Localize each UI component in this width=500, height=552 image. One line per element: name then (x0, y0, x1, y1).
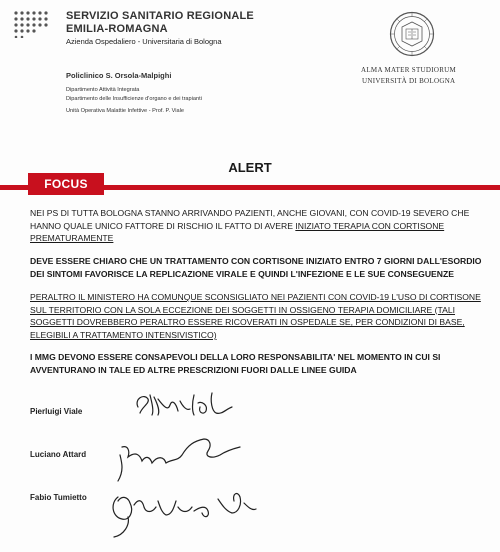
org-name-line3: Azienda Ospedaliero - Universitaria di Bologna (66, 37, 222, 46)
signature-tumietto (104, 477, 274, 542)
document-title: ALERT (228, 160, 272, 175)
org-name-line2: EMILIA-ROMAGNA (66, 23, 168, 35)
paragraph-4-line-2: AVVENTURANO IN TALE ED ALTRE PRESCRIZIONI FUORI DALLE LINEE GUIDA (30, 364, 357, 375)
signatory-name-3: Fabio Tumietto (30, 493, 87, 502)
paragraph-3-line-4: ELEGIBILI A TRATTAMENTO INTENSIVISTICO) (30, 330, 217, 341)
university-name-line2: UNIVERSITÀ DI BOLOGNA (362, 77, 456, 85)
paragraph-1-underlined-text: INIZIATO TERAPIA CON CORTISONE (295, 220, 445, 231)
signature-viale (128, 385, 258, 425)
paragraph-3-line-3: SOGGETTI DOVREBBERO PERALTRO ESSERE RICOVERATI IN OSPEDALE SE, PER CONDIZIONI DI BASE, (30, 317, 465, 328)
paragraph-1 (30, 207, 482, 245)
paragraph-1-line-3: PREMATURAMENTE (30, 233, 114, 244)
paragraph-2 (30, 255, 482, 280)
ssr-logo-icon (13, 10, 49, 38)
university-seal-icon (389, 11, 435, 57)
paragraph-2-line-2: DEI SINTOMI FAVORISCE LA REPLICAZIONE VIRALE E QUINDI L'INFEZIONE E LE SUE CONSEGUENZE (30, 268, 454, 279)
paragraph-2-line-1: DEVE ESSERE CHIARO CHE UN TRATTAMENTO CON CORTISONE INIZIATO ENTRO 7 GIORNI DALL'ESORDIO (30, 256, 482, 266)
department-line1: Dipartimento Attività Integrata (66, 87, 140, 93)
university-name-line1: ALMA MATER STUDIORUM (361, 66, 457, 74)
department-line2: Dipartimento delle Insufficienze d'organo e dei trapianti (66, 96, 202, 102)
paragraph-3-line-2: SUL TERRITORIO CON LA SOLA ECCEZIONE DEI SOGGETTI IN OSSIGENO TERAPIA DOMICILIARE (TALI (30, 304, 456, 315)
signatory-name-1: Pierluigi Viale (30, 407, 83, 416)
paragraph-1-line-1: NEI PS DI TUTTA BOLOGNA STANNO ARRIVANDO PAZIENTI, ANCHE GIOVANI, CON COVID-19 SEVERO CHE (30, 208, 470, 218)
paragraph-4-line-1: I MMG DEVONO ESSERE CONSAPEVOLI DELLA LORO RESPONSABILITA' NEL MOMENTO IN CUI SI (30, 352, 441, 362)
paragraph-1-line-2-text: HANNO QUALE UNICO FATTORE DI RISCHIO IL FATTO DI AVERE (30, 220, 296, 231)
org-name-line1: SERVIZIO SANITARIO REGIONALE (66, 10, 254, 22)
department-line3: Unità Operativa Malattie Infettive - Prof. P. Viale (66, 108, 184, 114)
hospital-name: Policlinico S. Orsola-Malpighi (66, 71, 172, 80)
focus-badge: FOCUS (28, 173, 104, 195)
paragraph-4 (30, 351, 482, 376)
paragraph-3 (30, 291, 482, 342)
signatory-name-2: Luciano Attard (30, 450, 87, 459)
signature-attard (108, 425, 258, 485)
paragraph-1-line-2 (30, 220, 482, 233)
paragraph-3-line-1: PERALTRO IL MINISTERO HA COMUNQUE SCONSIGLIATO NEI PAZIENTI CON COVID-19 L'USO DI CORTISONE (30, 292, 481, 302)
